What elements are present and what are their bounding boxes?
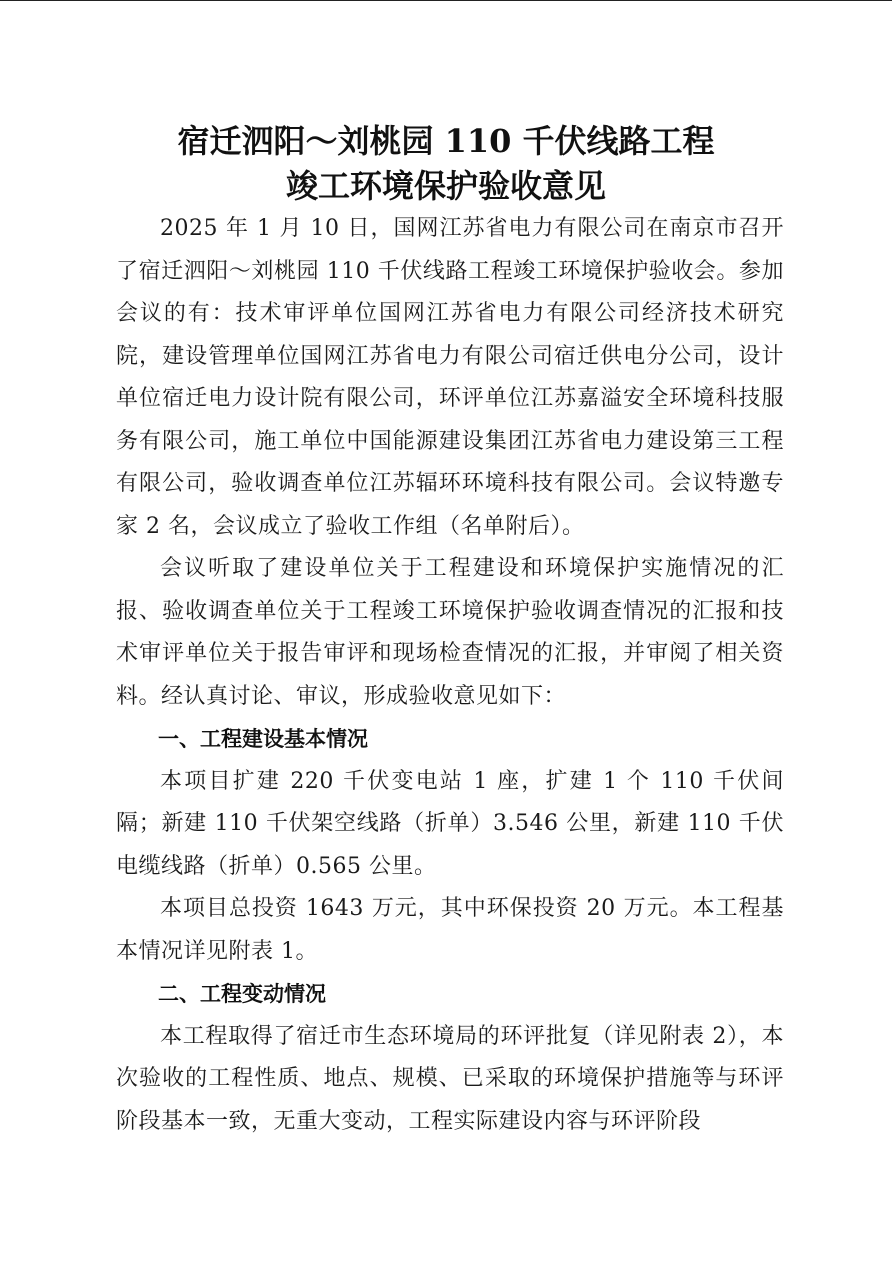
- intro-paragraph-1: 2025 年 1 月 10 日，国网江苏省电力有限公司在南京市召开了宿迁泗阳～刘桃园 110 千伏线路工程竣工环境保护验收会。参加会议的有：技术审评单位国网江苏省电力有限公司经济技术研究院，建设管理单位国网江苏省电力有限公司宿迁供电分公司，设计单位宿迁电力设计院有限公司，环评单位江苏嘉溢安全环境科技服务有限公司，施工单位中国能源建设集团江苏省电力建设第三工程有限公司，验收调查单位江苏辐环环境科技有限公司。会议特邀专家 2 名，会议成立了验收工作组（名单附后）。: [116, 216, 784, 539]
- intro-paragraph-2: 会议听取了建设单位关于工程建设和环境保护实施情况的汇报、验收调查单位关于工程竣工环境保护验收调查情况的汇报和技术审评单位关于报告审评和现场检查情况的汇报，并审阅了相关资料。经认真讨论、审议，形成验收意见如下：: [116, 556, 784, 709]
- section1-paragraph-2: 本项目总投资 1643 万元，其中环保投资 20 万元。本工程基本情况详见附表 1。: [116, 896, 784, 964]
- section-heading-2: 二、工程变动情况: [158, 982, 326, 1006]
- document-title-line2: 竣工环境保护验收意见: [285, 167, 606, 205]
- section1-paragraph-1: 本项目扩建 220 千伏变电站 1 座，扩建 1 个 110 千伏间隔；新建 110 千伏架空线路（折单）3.546 公里，新建 110 千伏电缆线路（折单）0.565 公里。: [116, 768, 784, 879]
- document-title-line1: 宿迁泗阳～刘桃园 110 千伏线路工程: [177, 122, 715, 160]
- document-body: [116, 208, 784, 1143]
- section-heading-1: 一、工程建设基本情况: [158, 727, 368, 751]
- section2-paragraph-1: 本工程取得了宿迁市生态环境局的环评批复（详见附表 2），本次验收的工程性质、地点、规模、已采取的环境保护措施等与环评阶段基本一致，无重大变动，工程实际建设内容与环评阶段: [116, 1023, 784, 1134]
